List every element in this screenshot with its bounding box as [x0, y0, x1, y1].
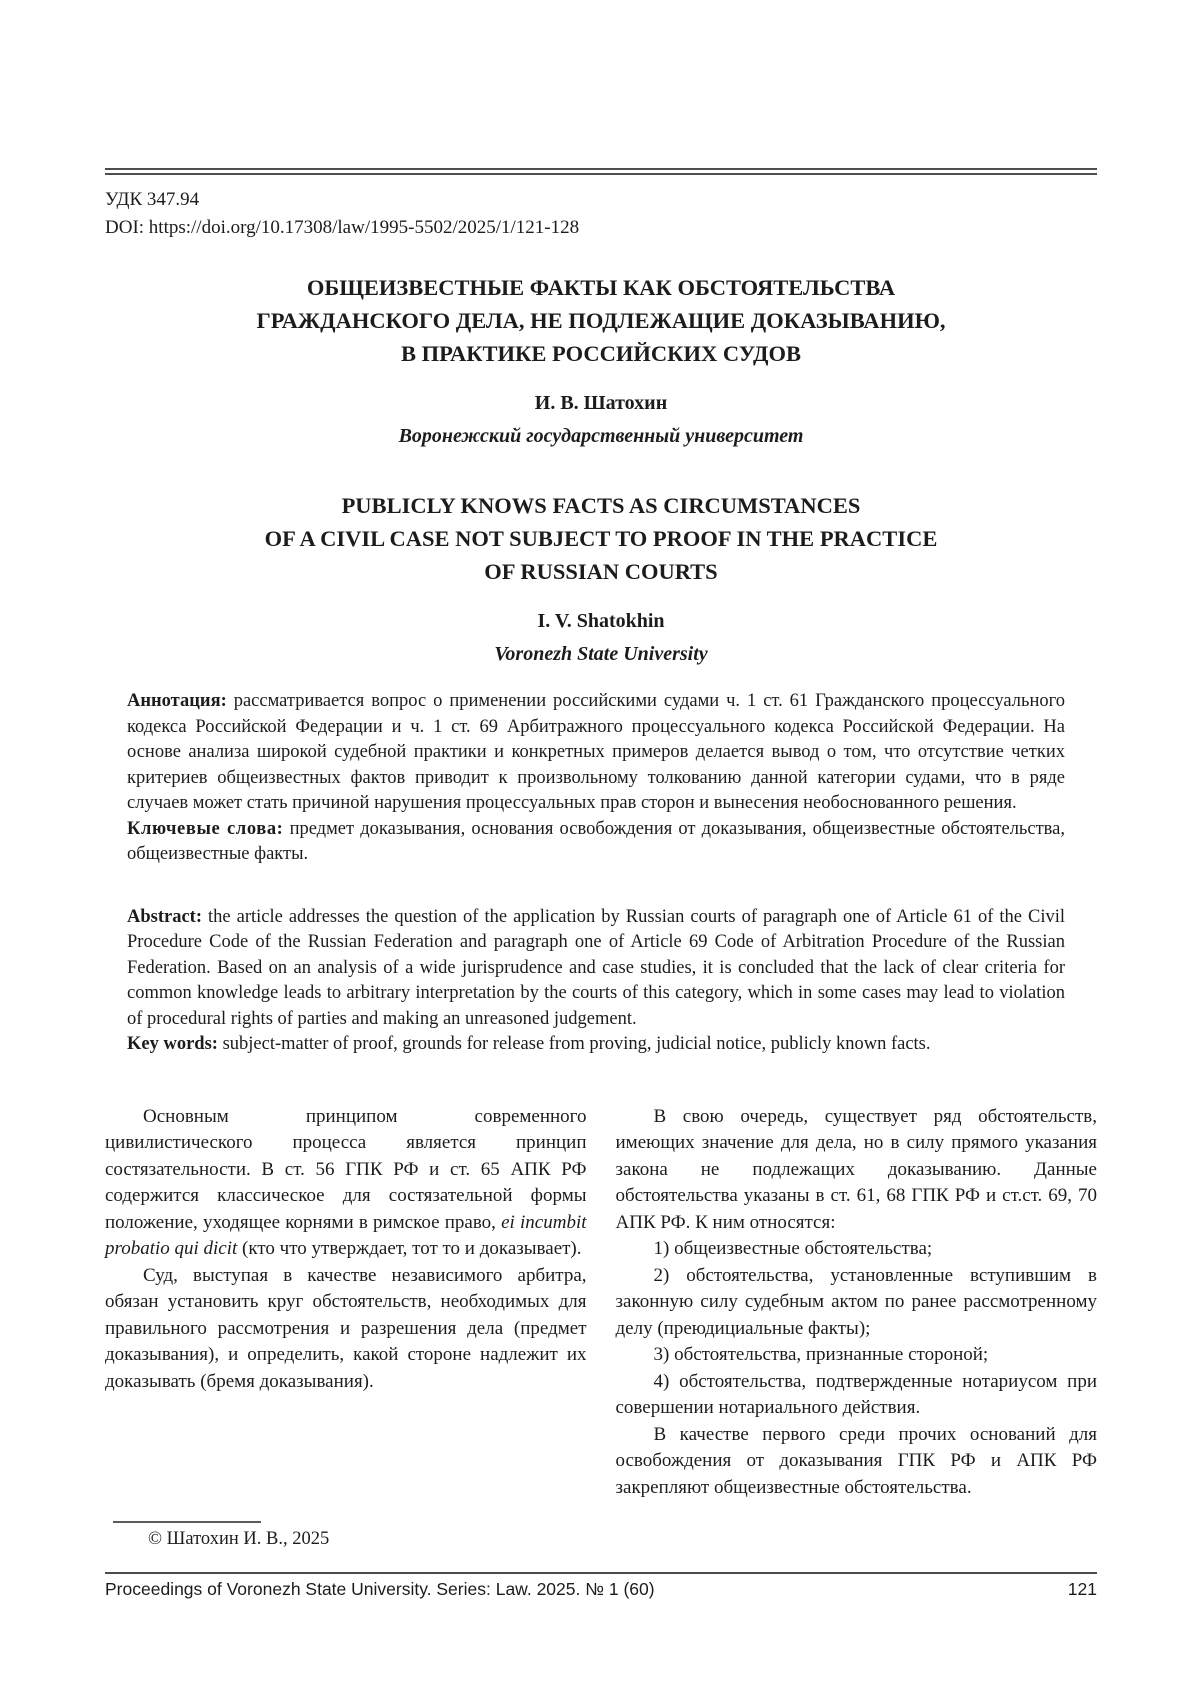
- keywords-ru: [127, 817, 1065, 868]
- abstract-label-en: Abstract:: [127, 906, 203, 927]
- right-paragraph-2: В качестве первого среди прочих оснований для освобождения от доказывания ГПК РФ и АПК РФ закрепляют общеизвестные обстоятельства.: [615, 1423, 1097, 1498]
- affiliation-en: Voronezh State University: [494, 643, 708, 665]
- list-item: 2) обстоятельства, установленные вступившим в законную силу судебным актом по ранее рассмотренному делу (преюдициальные факты);: [615, 1264, 1097, 1339]
- author-name-ru: И. В. Шатохин: [534, 392, 668, 414]
- list-item: 1) общеизвестные обстоятельства;: [653, 1238, 933, 1259]
- copyright-rule: [113, 1521, 261, 1523]
- body-left-column: [105, 1104, 587, 1502]
- left-paragraph-1: [105, 1104, 587, 1263]
- abstract-block-en: [127, 905, 1065, 1058]
- left-paragraph-1-tail: (кто что утверждает, тот то и доказывает).: [237, 1238, 582, 1259]
- footer-page-number: 121: [1067, 1579, 1097, 1599]
- list-item: 4) обстоятельства, подтвержденные нотариусом при совершении нотариального действия.: [615, 1370, 1097, 1418]
- right-paragraph-1: В свою очередь, существует ряд обстоятельств, имеющих значение для дела, но в силу прямого указания закона не подлежащих доказыванию. Данные обстоятельства указаны в ст. 61, 68 ГПК РФ и ст.ст. 69, 70 АПК РФ. К ним относятся:: [615, 1105, 1097, 1233]
- keywords-text-en: subject-matter of proof, grounds for release from proving, judicial notice, publicly known facts.: [217, 1034, 931, 1054]
- abstract-label-ru: Аннотация:: [127, 691, 227, 711]
- list-item: 3) обстоятельства, признанные стороной;: [653, 1344, 989, 1365]
- abstract-ru: [127, 689, 1065, 817]
- keywords-en: [127, 1032, 1065, 1058]
- keywords-label-en: Key words:: [127, 1034, 218, 1054]
- footer-journal-title: Proceedings of Voronezh State University. Series: Law. 2025. № 1 (60): [105, 1579, 655, 1599]
- page-footer: [105, 1579, 1097, 1600]
- top-double-rule: [105, 168, 1097, 175]
- latin-phrase-italic: ei incumbit probatio qui dicit: [105, 1211, 587, 1259]
- abstract-text-en: the article addresses the question of the application by Russian courts of paragraph one of Article 61 of the Civil Procedure Code of the Russian Federation and paragraph one of Article 69 Code of Arbitration Procedure of the Russian Federation. Based on an analysis of a wide jurisprudence and case studies, it is concluded that the lack of clear criteria for common knowledge leads to arbitrary interpretation by the courts of this category, which in some cases may lead to violation of procedural rights of parties and making an unreasoned judgement.: [127, 906, 1065, 1029]
- left-paragraph-1-text: Основным принципом современного цивилистического процесса является принцип состязательности. В ст. 56 ГПК РФ и ст. 65 АПК РФ содержится классическое для состязательной формы положение, уходящее корнями в римское право,: [105, 1105, 587, 1233]
- article-meta: [105, 186, 1097, 242]
- article-title-ru: ОБЩЕИЗВЕСТНЫЕ ФАКТЫ КАК ОБСТОЯТЕЛЬСТВА ГРАЖДАНСКОГО ДЕЛА, НЕ ПОДЛЕЖАЩИЕ ДОКАЗЫВАНИЮ, В ПРАКТИКЕ РОССИЙСКИХ СУДОВ: [256, 275, 946, 366]
- footer-rule: [105, 1572, 1097, 1574]
- body-columns: [105, 1104, 1097, 1502]
- abstract-block-ru: [127, 689, 1065, 868]
- affiliation-ru: Воронежский государственный университет: [398, 425, 804, 447]
- body-right-column: [616, 1104, 1098, 1502]
- keywords-text-ru: предмет доказывания, основания освобождения от доказывания, общеизвестные обстоятельства, общеизвестные факты.: [127, 818, 1065, 864]
- keywords-label-ru: Ключевые слова:: [127, 818, 284, 839]
- abstract-text-ru: рассматривается вопрос о применении российскими судами ч. 1 ст. 61 Гражданского процессуального кодекса Российской Федерации и ч. 1 ст. 69 Арбитражного процессуального кодекса Российской Федерации. На основе анализа широкой судебной практики и конкретных примеров делается вывод о том, что отсутствие четких критериев общеизвестных фактов приводит к произвольному толкованию данной категории судами, что в ряде случаев может стать причиной нарушения процессуальных прав сторон и вынесения необоснованного решения.: [127, 691, 1065, 813]
- doi-line: DOI: https://doi.org/10.17308/law/1995-5502/2025/1/121-128: [105, 217, 580, 238]
- left-paragraph-2: Суд, выступая в качестве независимого арбитра, обязан установить круг обстоятельств, необходимых для правильного рассмотрения и разрешения дела (предмет доказывания), и определить, какой стороне надлежит их доказывать (бремя доказывания).: [105, 1264, 587, 1392]
- udc-line: УДК 347.94: [105, 189, 200, 210]
- author-name-en: I. V. Shatokhin: [537, 610, 665, 632]
- abstract-en: [127, 905, 1065, 1033]
- article-title-en: PUBLICLY KNOWS FACTS AS CIRCUMSTANCES OF A CIVIL CASE NOT SUBJECT TO PROOF IN THE PRACTICE OF RUSSIAN COURTS: [264, 493, 938, 584]
- copyright-note: © Шатохин И. В., 2025: [148, 1529, 330, 1549]
